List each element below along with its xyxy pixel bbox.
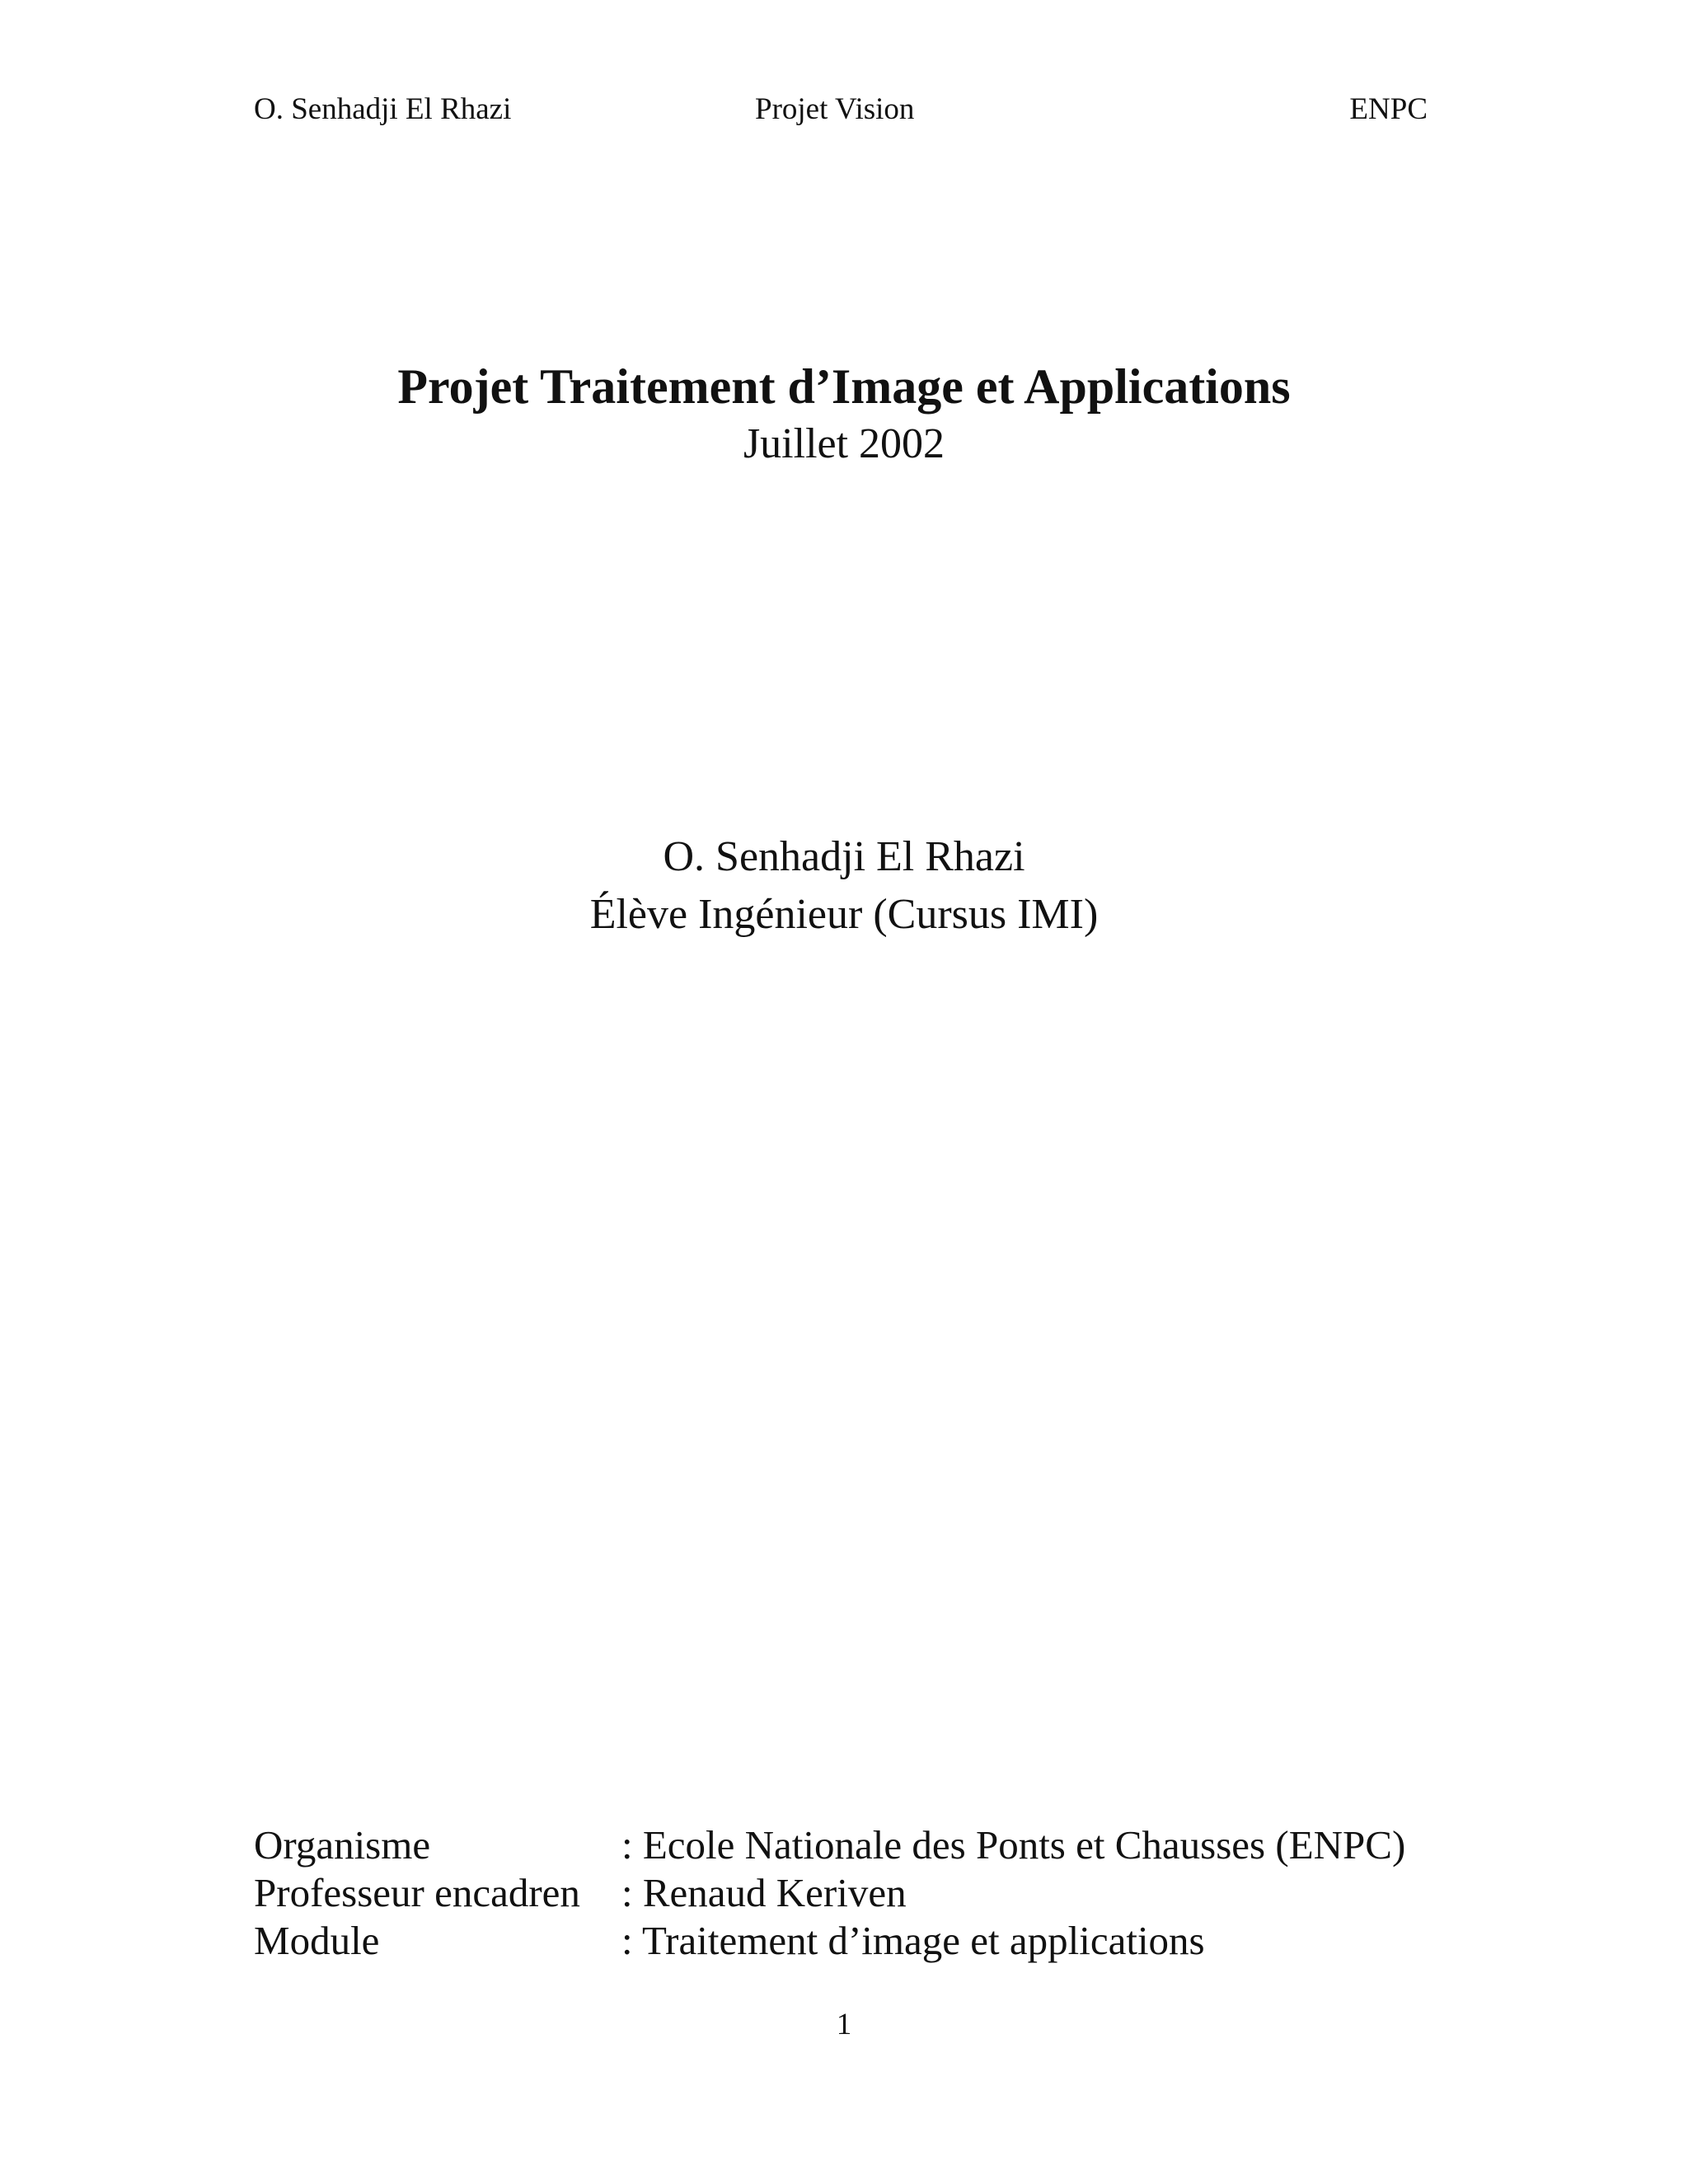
info-value: : Renaud Keriven (621, 1870, 907, 1915)
info-block (254, 1821, 1441, 1965)
info-label: Organisme (254, 1822, 431, 1868)
info-row-professeur (254, 1869, 1441, 1917)
info-row-organisme (254, 1821, 1441, 1869)
info-value: : Ecole Nationale des Ponts et Chausses (ENPC) (621, 1822, 1406, 1868)
header-author: O. Senhadji El Rhazi (254, 92, 512, 126)
header-school: ENPC (1349, 92, 1428, 126)
document-title: Projet Traitement d’Image et Applications (397, 359, 1291, 414)
document-date: Juillet 2002 (743, 420, 945, 467)
info-value: : Traitement d’image et applications (621, 1918, 1205, 1963)
author-name: O. Senhadji El Rhazi (663, 833, 1025, 880)
info-label: Module (254, 1918, 380, 1963)
page-number: 1 (836, 2008, 852, 2041)
title-block (0, 356, 1688, 471)
header-project: Projet Vision (755, 92, 915, 126)
info-row-module (254, 1917, 1441, 1965)
info-label: Professeur encadren (254, 1870, 580, 1915)
author-role: Élève Ingénieur (Cursus IMI) (589, 891, 1099, 938)
running-header (254, 89, 1428, 130)
author-block (0, 828, 1688, 944)
